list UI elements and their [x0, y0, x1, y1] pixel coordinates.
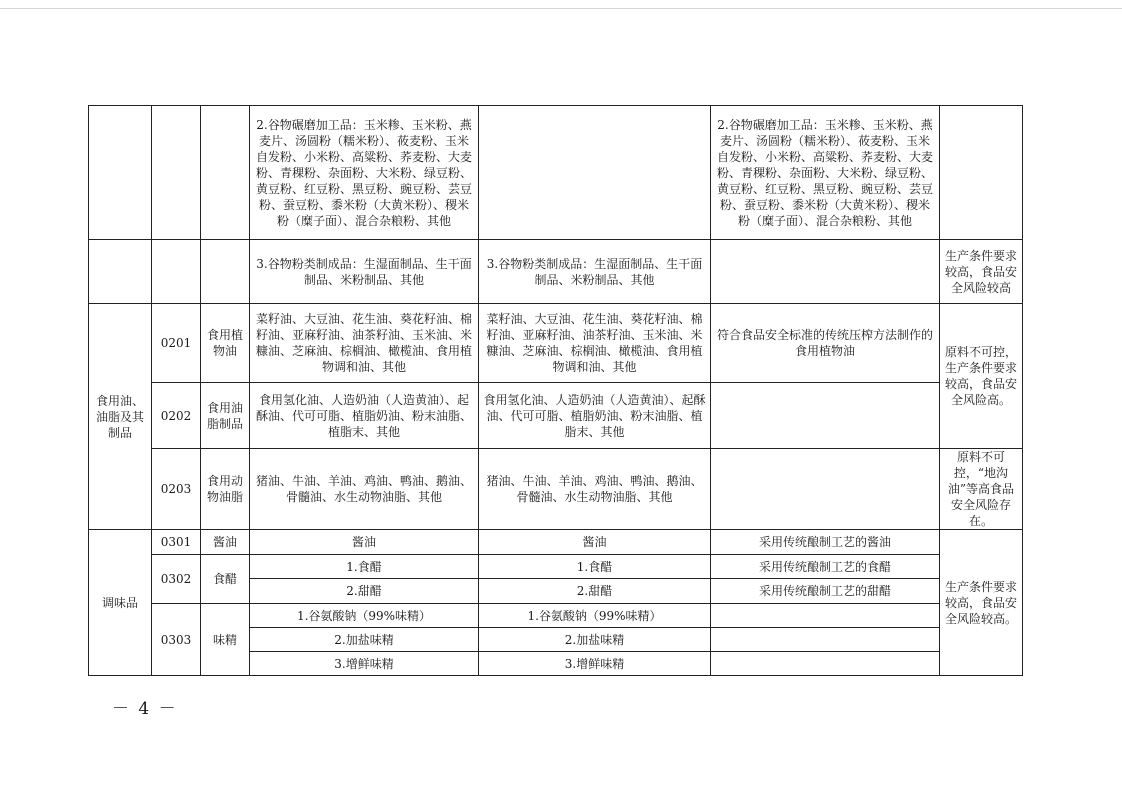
- code-cell: 0201: [152, 304, 201, 383]
- table-row: [89, 240, 1023, 304]
- name-cell: 食醋: [201, 555, 250, 604]
- subcategory-cell: 3.增鲜味精: [250, 652, 479, 676]
- reason-cell: 生产条件要求较高，食品安全风险较高。: [940, 530, 1023, 676]
- subcategory-cell: 2.甜醋: [250, 579, 479, 604]
- subcategory-cell: 菜籽油、大豆油、花生油、葵花籽油、棉籽油、亚麻籽油、油茶籽油、玉米油、米糠油、芝麻油、棕榈油、橄榄油、食用植物调和油、其他: [250, 304, 479, 383]
- scope-cell: 3.谷物粉类制成品：生湿面制品、生干面制品、米粉制品、其他: [479, 240, 711, 304]
- table-row: [89, 555, 1023, 579]
- exclusion-cell: [711, 652, 940, 676]
- reason-cell: [940, 106, 1023, 240]
- subcategory-cell: 2.加盐味精: [250, 628, 479, 652]
- code-cell-continued: [152, 106, 201, 240]
- exclusion-cell: 符合食品安全标准的传统压榨方法制作的食用植物油: [711, 304, 940, 383]
- page-number: － 4 －: [112, 699, 178, 719]
- reason-cell: 生产条件要求较高，食品安全风险较高: [940, 240, 1023, 304]
- subcategory-cell: 食用氢化油、人造奶油（人造黄油）、起酥油、代可可脂、植脂奶油、粉末油脂、植脂末、其他: [250, 383, 479, 449]
- name-cell: 食用植物油: [201, 304, 250, 383]
- table-row: [89, 530, 1023, 555]
- scope-cell: 食用氢化油、人造奶油（人造黄油）、起酥油、代可可脂、植脂奶油、粉末油脂、植脂末、其他: [479, 383, 711, 449]
- table-row: [89, 304, 1023, 383]
- page-top-edge: [0, 8, 1122, 9]
- code-cell-continued: [152, 240, 201, 304]
- category-cell-continued: [89, 106, 152, 240]
- scope-cell: 2.甜醋: [479, 579, 711, 604]
- exclusion-cell: 采用传统酿制工艺的食醋: [711, 555, 940, 579]
- code-cell: 0301: [152, 530, 201, 555]
- subcategory-cell: 1.食醋: [250, 555, 479, 579]
- exclusion-cell: [711, 604, 940, 628]
- table-row: [89, 383, 1023, 449]
- category-cell-continued: [89, 240, 152, 304]
- exclusion-cell: [711, 383, 940, 449]
- reason-cell: 原料不可控，生产条件要求较高，食品安全风险高。: [940, 304, 1023, 449]
- subcategory-cell: 2.谷物碾磨加工品：玉米糁、玉米粉、燕麦片、汤圆粉（糯米粉）、莜麦粉、玉米自发粉、小米粉、高粱粉、荞麦粉、大麦粉、青稞粉、杂面粉、大米粉、绿豆粉、黄豆粉、红豆粉、黑豆粉、豌豆粉、芸豆粉、蚕豆粉、黍米粉（大黄米粉）、稷米粉（糜子面）、混合杂粮粉、其他: [250, 106, 479, 240]
- subcategory-cell: 3.谷物粉类制成品：生湿面制品、生干面制品、米粉制品、其他: [250, 240, 479, 304]
- name-cell: 食用油脂制品: [201, 383, 250, 449]
- exclusion-cell: [711, 240, 940, 304]
- scope-cell: 2.加盐味精: [479, 628, 711, 652]
- table-row: [89, 449, 1023, 530]
- name-cell: 酱油: [201, 530, 250, 555]
- exclusion-cell: [711, 628, 940, 652]
- scope-cell: 1.食醋: [479, 555, 711, 579]
- food-category-table: [88, 105, 1023, 676]
- scope-cell: 3.增鲜味精: [479, 652, 711, 676]
- code-cell: 0302: [152, 555, 201, 604]
- reason-cell: 原料不可控，“地沟油”等高食品安全风险存在。: [940, 449, 1023, 530]
- exclusion-cell: 2.谷物碾磨加工品：玉米糁、玉米粉、燕麦片、汤圆粉（糯米粉）、莜麦粉、玉米自发粉、小米粉、高粱粉、荞麦粉、大麦粉、青稞粉、杂面粉、大米粉、绿豆粉、黄豆粉、红豆粉、黑豆粉、豌豆粉、芸豆粉、蚕豆粉、黍米粉（大黄米粉）、稷米粉（糜子面）、混合杂粮粉、其他: [711, 106, 940, 240]
- exclusion-cell: [711, 449, 940, 530]
- name-cell: 食用动物油脂: [201, 449, 250, 530]
- name-cell-continued: [201, 106, 250, 240]
- exclusion-cell: 采用传统酿制工艺的甜醋: [711, 579, 940, 604]
- subcategory-cell: 酱油: [250, 530, 479, 555]
- category-cell: 调味品: [89, 530, 152, 676]
- subcategory-cell: 1.谷氨酸钠（99%味精）: [250, 604, 479, 628]
- scope-cell: 1.谷氨酸钠（99%味精）: [479, 604, 711, 628]
- code-cell: 0203: [152, 449, 201, 530]
- code-cell: 0202: [152, 383, 201, 449]
- scope-cell: 酱油: [479, 530, 711, 555]
- category-cell: 食用油、油脂及其制品: [89, 304, 152, 530]
- code-cell: 0303: [152, 604, 201, 676]
- name-cell-continued: [201, 240, 250, 304]
- scope-cell: 猪油、牛油、羊油、鸡油、鸭油、鹅油、骨髓油、水生动物油脂、其他: [479, 449, 711, 530]
- table-row: [89, 604, 1023, 628]
- subcategory-cell: 猪油、牛油、羊油、鸡油、鸭油、鹅油、骨髓油、水生动物油脂、其他: [250, 449, 479, 530]
- exclusion-cell: 采用传统酿制工艺的酱油: [711, 530, 940, 555]
- scope-cell: 菜籽油、大豆油、花生油、葵花籽油、棉籽油、亚麻籽油、油茶籽油、玉米油、米糠油、芝麻油、棕榈油、橄榄油、食用植物调和油、其他: [479, 304, 711, 383]
- name-cell: 味精: [201, 604, 250, 676]
- table-row: [89, 106, 1023, 240]
- scope-cell: [479, 106, 711, 240]
